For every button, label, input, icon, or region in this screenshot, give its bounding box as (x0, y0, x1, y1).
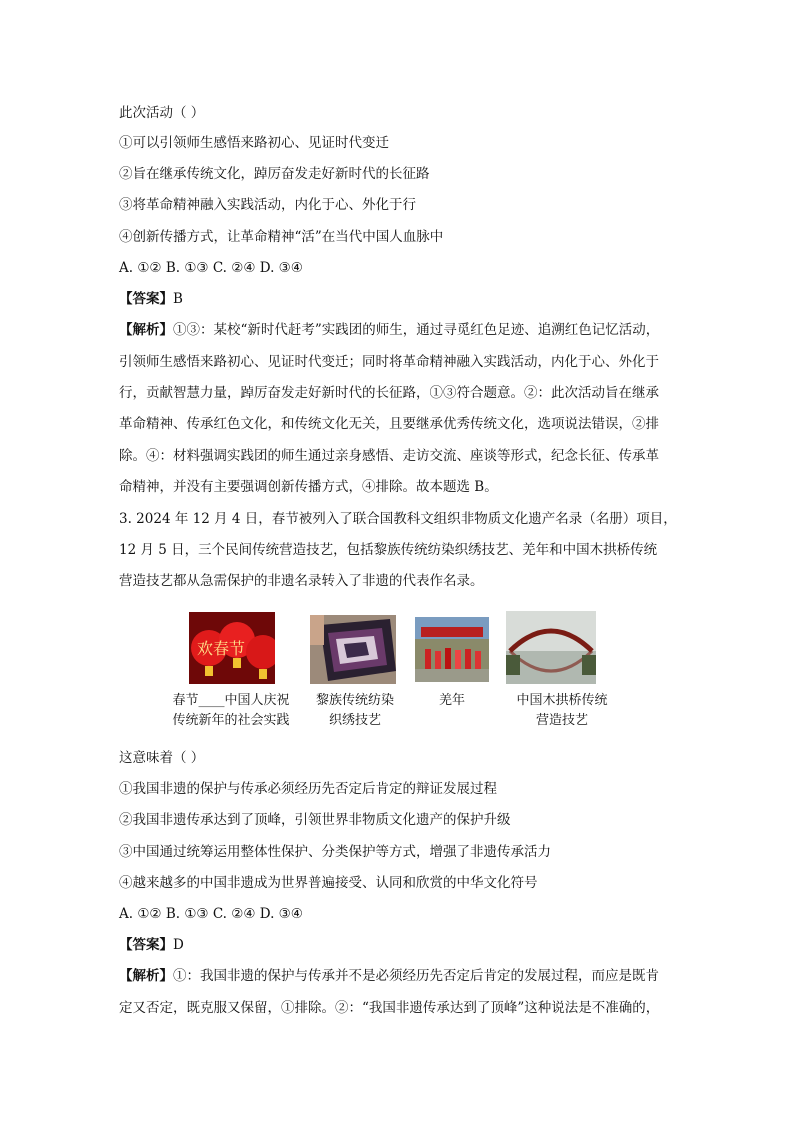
q2-option-4: ④创新传播方式，让革命精神“活”在当代中国人血脉中 (119, 229, 444, 245)
caption-line: 营造技艺 (535, 713, 588, 728)
caption-li-brocade (300, 691, 410, 731)
caption-spring-festival (163, 691, 299, 731)
q3-analysis-line-1 (119, 967, 659, 985)
q3-option-1: ①我国非遗的保护与传承必须经历先否定后肯定的辩证发展过程 (119, 781, 497, 797)
answer-value: B (173, 291, 183, 307)
answer-value: D (173, 937, 184, 953)
q2-analysis-line-1 (119, 321, 659, 339)
q3-stem-line-3: 营造技艺都从急需保护的非遗名录转入了非遗的代表作名录。 (119, 573, 484, 589)
q3-stem-2: 这意味着（ ） (119, 750, 205, 766)
lantern-text: 欢春节 (197, 639, 246, 658)
q2-stem: 此次活动（ ） (119, 105, 205, 121)
analysis-text: ①：我国非遗的保护与传承并不是必须经历先否定后肯定的发展过程，而应是既肯 (173, 968, 659, 984)
caption-line: 织绣技艺 (328, 713, 381, 728)
q3-answer (119, 936, 184, 954)
analysis-label: 【解析】 (119, 968, 173, 984)
spring-festival-lantern-image (189, 612, 275, 684)
q2-choices: A. ①② B. ①③ C. ②④ D. ③④ (119, 260, 303, 276)
wooden-arch-bridge-image (506, 611, 596, 684)
q2-option-2: ②旨在继承传统文化，踔厉奋发走好新时代的长征路 (119, 166, 430, 182)
caption-line: 传统新年的社会实践 (172, 713, 290, 728)
analysis-label: 【解析】 (119, 322, 173, 338)
q3-choices: A. ①② B. ①③ C. ②④ D. ③④ (119, 906, 303, 922)
caption-line: 春节____中国人庆祝 (172, 693, 290, 708)
caption-arch-bridge (497, 691, 627, 731)
caption-line: 羌年 (438, 693, 465, 708)
caption-qiang-new-year (415, 691, 489, 711)
q2-analysis-line-2: 引领师生感悟来路初心、见证时代变迁；同时将革命精神融入实践活动，内化于心、外化于 (119, 354, 659, 370)
q2-analysis-line-6: 命精神，并没有主要强调创新传播方式，④排除。故本题选 B。 (119, 479, 498, 495)
q3-stem-line-1: 3. 2024 年 12 月 4 日，春节被列入了联合国教科文组织非物质文化遗产名录（名册）项目， (119, 511, 677, 527)
li-brocade-weaving-image (310, 615, 396, 684)
q2-analysis-line-4: 革命精神、传承红色文化，和传统文化无关，且要继承优秀传统文化，选项说法错误，②排 (119, 416, 659, 432)
q3-option-4: ④越来越多的中国非遗成为世界普遍接受、认同和欣赏的中华文化符号 (119, 875, 538, 891)
q3-analysis-line-2: 定又否定，既克服又保留，①排除。②：“我国非遗传承达到了顶峰”这种说法是不准确的， (119, 1000, 660, 1016)
analysis-text: ①③：某校“新时代赶考”实践团的师生，通过寻觅红色足迹、追溯红色记忆活动， (173, 322, 660, 338)
q3-option-2: ②我国非遗传承达到了顶峰，引领世界非物质文化遗产的保护升级 (119, 812, 511, 828)
answer-label: 【答案】 (119, 291, 173, 307)
q2-analysis-line-3: 行，贡献智慧力量，踔厉奋发走好新时代的长征路，①③符合题意。②：此次活动旨在继承 (119, 385, 659, 401)
q2-option-1: ①可以引领师生感悟来路初心、见证时代变迁 (119, 135, 389, 151)
caption-line: 中国木拱桥传统 (516, 693, 608, 708)
q3-option-3: ③中国通过统筹运用整体性保护、分类保护等方式，增强了非遗传承活力 (119, 844, 551, 860)
q3-stem-line-2: 12 月 5 日，三个民间传统营造技艺，包括黎族传统纺染织绣技艺、羌年和中国木拱桥传统 (119, 542, 658, 558)
q2-answer (119, 290, 183, 308)
caption-line: 黎族传统纺染 (315, 693, 394, 708)
qiang-new-year-image (415, 617, 489, 682)
q2-analysis-line-5: 除。④：材料强调实践团的师生通过亲身感悟、走访交流、座谈等形式，纪念长征、传承革 (119, 448, 659, 464)
answer-label: 【答案】 (119, 937, 173, 953)
q2-option-3: ③将革命精神融入实践活动，内化于心、外化于行 (119, 197, 416, 213)
